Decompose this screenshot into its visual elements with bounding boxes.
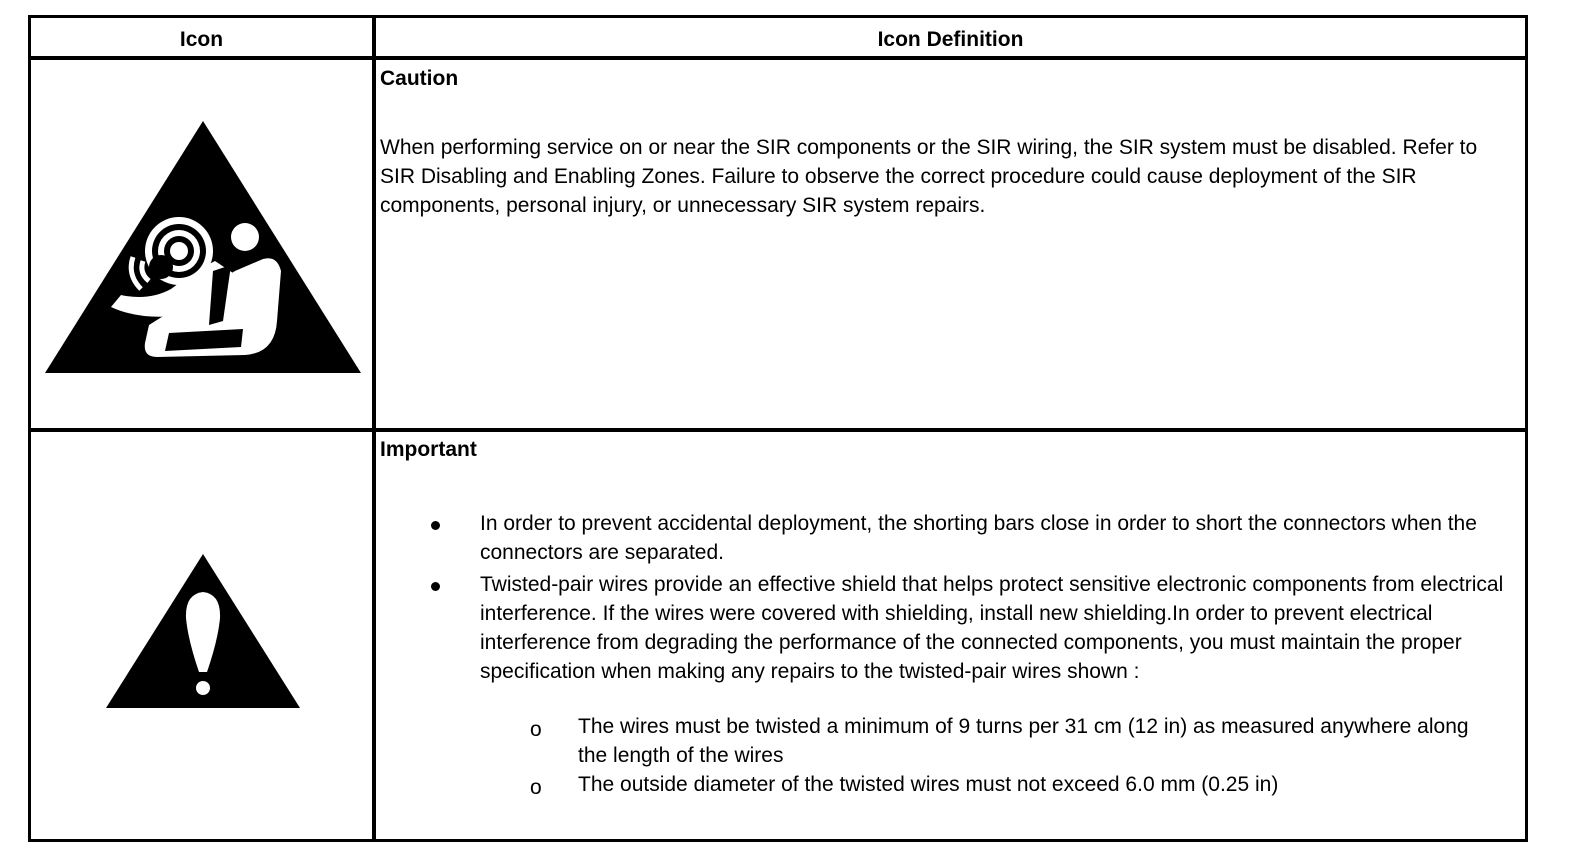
header-icon: Icon (179, 28, 224, 51)
sub-bullet-marker: o (530, 718, 542, 741)
sir-airbag-warning-icon (45, 121, 361, 380)
sub-list-item: The outside diameter of the twisted wires must not exceed 6.0 mm (0.25 in) (578, 773, 1279, 796)
header-icon-definition: Icon Definition (877, 28, 1024, 51)
list-item: In order to prevent accidental deployment, the shorting bars close in order to short the connectors when the connectors are separated. (480, 512, 1477, 564)
exclamation-warning-icon (106, 554, 300, 715)
list-item: Twisted-pair wires provide an effective shield that helps protect sensitive electronic components from electrical interference. If the wires were covered with shielding, install new shielding.In order to prevent electrical interference from degrading the performance of the connected components, you must maintain the proper specification when making any repairs to the twisted-pair wires shown : (480, 573, 1504, 683)
important-title: Important (380, 438, 477, 461)
row-divider (31, 428, 1525, 432)
sub-bullet-marker: o (530, 776, 542, 799)
bullet-marker (431, 582, 440, 591)
sub-list-item: The wires must be twisted a minimum of 9 turns per 31 cm (12 in) as measured anywhere along the length of the wires (578, 715, 1469, 767)
caution-text: When performing service on or near the SIR components or the SIR wiring, the SIR system must be disabled. Refer to SIR Disabling and Enabling Zones. Failure to observe the correct procedure could cause deployment of the SIR components, personal injury, or unnecessary SIR system repairs. (380, 136, 1478, 217)
caution-title: Caution (380, 67, 459, 90)
bullet-marker (431, 521, 440, 530)
icon-definition-table (28, 15, 1528, 842)
